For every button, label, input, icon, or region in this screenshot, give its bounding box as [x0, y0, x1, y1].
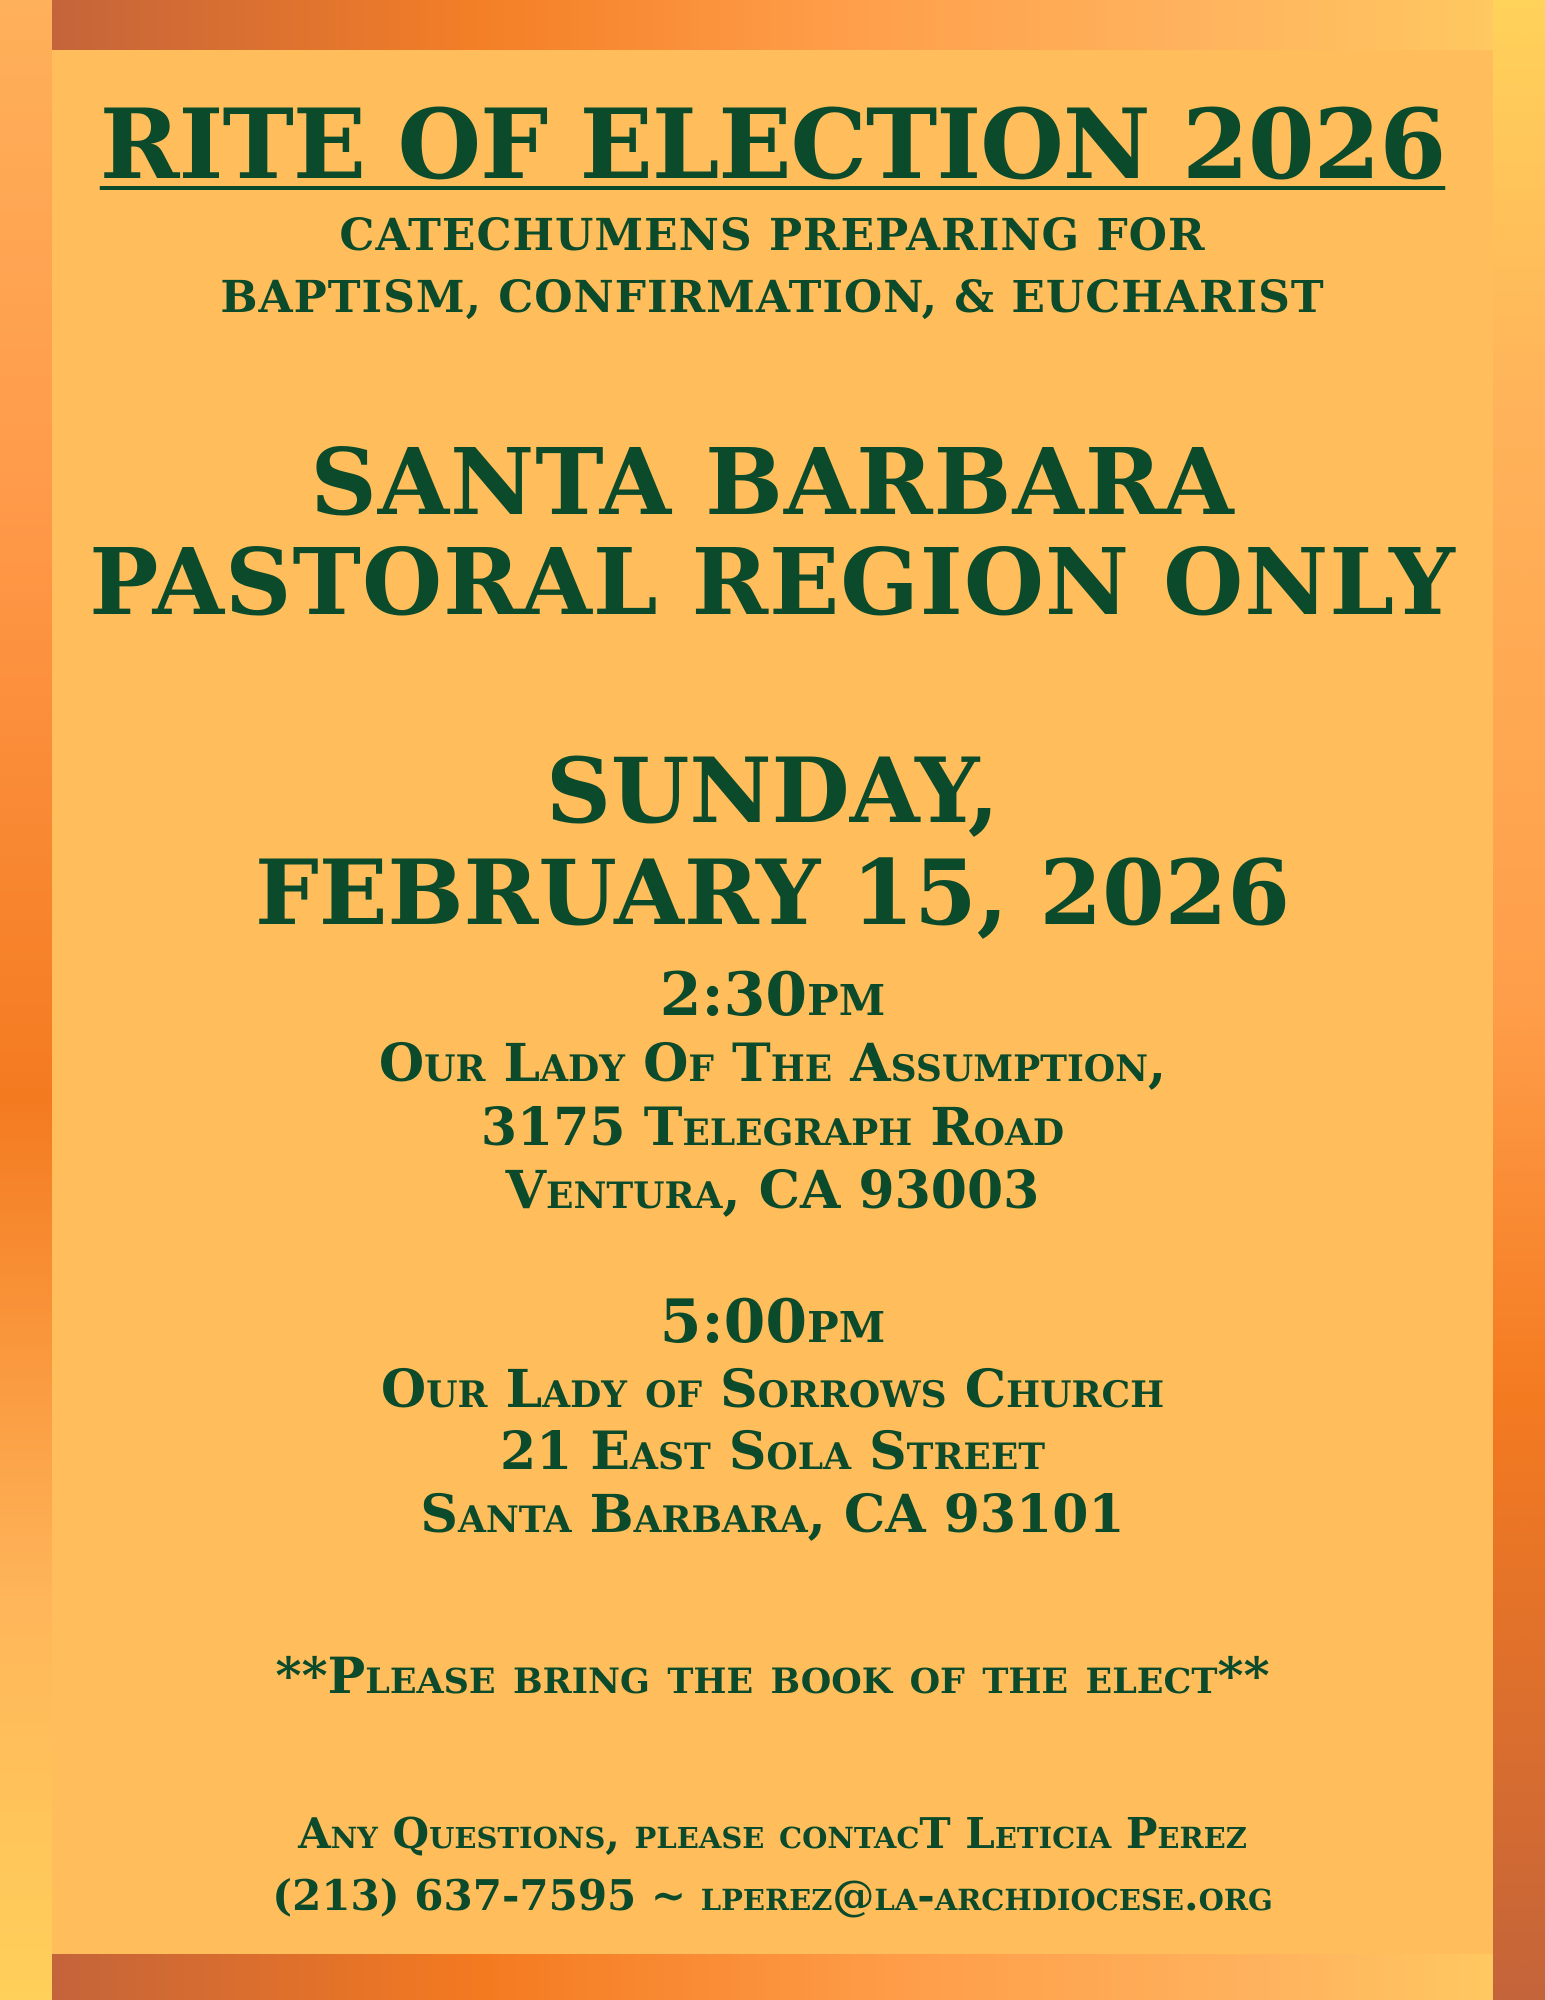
flyer-title: RITE OF ELECTION 2026 — [99, 88, 1446, 201]
subtitle-line-2: BAPTISM, CONFIRMATION, & EUCHARIST — [220, 272, 1325, 323]
date-line-1: SUNDAY, — [545, 738, 1000, 844]
flyer-content — [52, 50, 1493, 1954]
event-2-street: 21 East Sola Street — [499, 1421, 1046, 1482]
subtitle-line-1: CATECHUMENS PREPARING FOR — [339, 210, 1206, 261]
event-1-location: Our Lady Of The Assumption, — [378, 1033, 1167, 1094]
event-2-city: Santa Barbara, CA 93101 — [420, 1484, 1125, 1545]
region-line-2: PASTORAL REGION ONLY — [89, 528, 1456, 636]
event-1-street: 3175 Telegraph Road — [480, 1097, 1065, 1158]
date-line-2: FEBRUARY 15, 2026 — [255, 840, 1290, 946]
event-2-location: Our Lady of Sorrows Church — [380, 1359, 1165, 1420]
region-line-1: SANTA BARBARA — [310, 428, 1235, 536]
border-right — [1493, 0, 1545, 2000]
event-1-city: Ventura, CA 93003 — [505, 1160, 1040, 1221]
border-top — [52, 0, 1493, 50]
contact-line-2: (213) 637-7595 ~ lperez@la-archdiocese.org — [272, 1871, 1273, 1920]
border-bottom — [52, 1954, 1493, 2000]
event-2-time: 5:00pm — [659, 1287, 886, 1357]
event-1-time: 2:30pm — [659, 960, 886, 1030]
contact-line-1: Any Questions, please contacT Leticia Perez — [298, 1809, 1247, 1858]
border-left — [0, 0, 52, 2000]
book-of-elect-note: **Please bring the book of the elect** — [275, 1646, 1270, 1705]
